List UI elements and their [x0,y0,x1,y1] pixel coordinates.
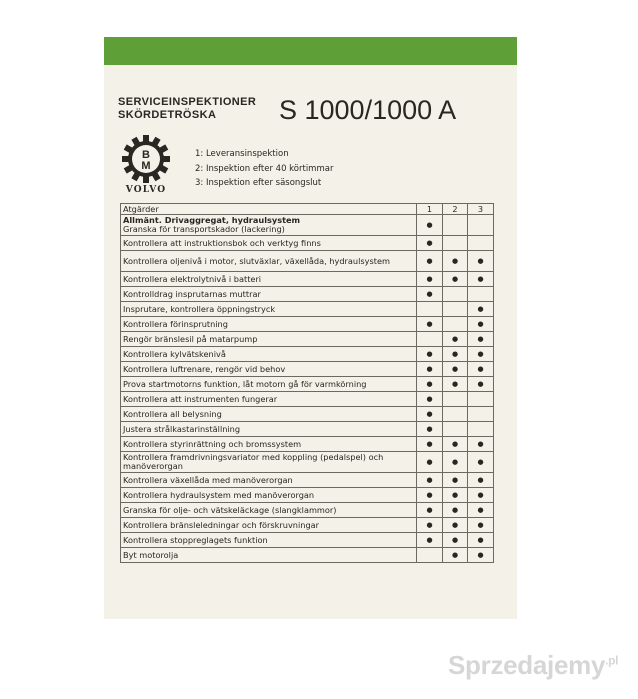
mark-cell-2 [443,533,468,548]
task-cell [121,533,417,548]
mark-cell-2 [443,362,468,377]
task-cell [121,548,417,563]
task-column-header: Atgärder [121,204,417,215]
mark-cell-1 [417,518,443,533]
mark-cell-3 [468,473,494,488]
task-text: Kontrollera stoppreglagets funktion [123,534,268,545]
dot-icon: ● [451,257,459,265]
mark-cell-3 [468,251,494,272]
sheet-title [118,96,268,122]
dot-icon: ● [426,320,433,328]
table-row [121,377,494,392]
dot-icon: ● [451,458,459,466]
task-cell [121,317,417,332]
group-heading: Allmänt. Drivaggregat, hydraulsystem [123,215,301,225]
legend-item: 3: Inspektion efter säsongslut [195,178,322,188]
dot-icon: ● [426,221,433,229]
dot-icon: ● [477,320,484,328]
green-header-band [104,37,517,65]
mark-cell-2 [443,251,468,272]
mark-cell-1 [417,488,443,503]
task-text: Granska för transportskador (lackering) [123,224,285,234]
mark-cell-3 [468,347,494,362]
task-cell [121,362,417,377]
mark-cell-1 [417,302,443,317]
mark-cell-1 [417,407,443,422]
dot-icon: ● [451,521,459,529]
mark-cell-3 [468,302,494,317]
mark-cell-1 [417,392,443,407]
dot-icon: ● [477,380,484,388]
mark-cell-2 [443,332,468,347]
dot-icon: ● [426,521,433,529]
mark-cell-2 [443,272,468,287]
task-cell [121,518,417,533]
table-row [121,437,494,452]
dot-icon: ● [426,491,433,499]
task-cell [121,332,417,347]
mark-cell-1 [417,473,443,488]
mark-cell-1 [417,362,443,377]
task-text: Kontrollera att instrumenten fungerar [123,393,278,404]
task-text: Kontrollera hydraulsystem med manöverorgan [123,489,315,500]
column-header-3: 3 [468,204,494,215]
task-cell [121,377,417,392]
mark-cell-2 [443,548,468,563]
table-row [121,392,494,407]
mark-cell-1 [417,548,443,563]
dot-icon: ● [426,350,433,358]
dot-icon: ● [477,491,484,499]
task-cell [121,236,417,251]
dot-icon: ● [477,551,484,559]
mark-cell-2 [443,422,468,437]
watermark-suffix: .pl [605,653,619,668]
mark-cell-2 [443,437,468,452]
mark-cell-1 [417,332,443,347]
mark-cell-1 [417,347,443,362]
task-cell [121,452,417,473]
table-row [121,533,494,548]
mark-cell-2 [443,347,468,362]
table-row [121,503,494,518]
mark-cell-3 [468,215,494,236]
task-text: Kontrollera styrinrättning och bromssystem [123,438,302,449]
table-body [121,215,494,563]
mark-cell-2 [443,407,468,422]
mark-cell-1 [417,215,443,236]
title-line-2: SKÖRDETRÖSKA [118,109,217,121]
mark-cell-3 [468,437,494,452]
task-text: Kontrollera framdrivningsvariator med koppling (pedalspel) och manöverorgan [123,452,384,471]
task-text: Kontrollera all belysning [123,408,222,419]
mark-cell-1 [417,272,443,287]
mark-cell-2 [443,392,468,407]
task-cell [121,347,417,362]
dot-icon: ● [451,476,459,484]
mark-cell-1 [417,452,443,473]
task-text: Kontrolldrag insprutarnas muttrar [123,288,261,299]
mark-cell-1 [417,533,443,548]
mark-cell-2 [443,236,468,251]
mark-cell-2 [443,317,468,332]
task-cell [121,251,417,272]
site-watermark [448,650,618,681]
mark-cell-1 [417,317,443,332]
task-text: Kontrollera att instruktionsbok och verktyg finns [123,237,321,248]
task-text: Kontrollera oljenivå i motor, slutväxlar, växellåda, hydraulsystem [123,255,390,266]
table-row [121,407,494,422]
dot-icon: ● [451,491,459,499]
mark-cell-3 [468,548,494,563]
service-sheet [104,37,517,619]
title-line-1: SERVICEINSPEKTIONER [118,96,257,108]
model-designation: S 1000/1000 A [279,95,457,125]
bm-volvo-logo [118,133,174,199]
dot-icon: ● [477,350,484,358]
mark-cell-3 [468,317,494,332]
legend-item: 1: Leveransinspektion [195,149,289,159]
dot-icon: ● [477,335,484,343]
table-row [121,347,494,362]
table-row [121,362,494,377]
gear-icon [118,133,174,185]
dot-icon: ● [477,476,484,484]
dot-icon: ● [426,395,433,403]
watermark-text: Sprzedajemy [448,650,606,680]
mark-cell-3 [468,236,494,251]
dot-icon: ● [426,536,433,544]
dot-icon: ● [451,275,459,283]
dot-icon: ● [426,365,433,373]
dot-icon: ● [426,290,433,298]
mark-cell-2 [443,215,468,236]
dot-icon: ● [426,506,433,514]
dot-icon: ● [426,476,433,484]
dot-icon: ● [451,365,459,373]
dot-icon: ● [426,440,433,448]
dot-icon: ● [451,536,459,544]
mark-cell-1 [417,251,443,272]
table-row [121,302,494,317]
dot-icon: ● [426,458,433,466]
mark-cell-2 [443,377,468,392]
dot-icon: ● [477,458,484,466]
dot-icon: ● [477,506,484,514]
dot-icon: ● [451,506,459,514]
task-cell [121,473,417,488]
mark-cell-3 [468,377,494,392]
table-row [121,287,494,302]
dot-icon: ● [477,305,484,313]
task-cell [121,215,417,236]
task-text: Rengör bränslesil på matarpump [123,333,258,344]
table-row [121,488,494,503]
table-row [121,215,494,236]
table-row [121,272,494,287]
mark-cell-3 [468,332,494,347]
mark-cell-2 [443,287,468,302]
dot-icon: ● [451,350,459,358]
mark-cell-3 [468,518,494,533]
mark-cell-1 [417,287,443,302]
mark-cell-1 [417,437,443,452]
column-header-2: 2 [443,204,468,215]
dot-icon: ● [477,365,484,373]
table-row [121,452,494,473]
dot-icon: ● [426,410,433,418]
task-cell [121,272,417,287]
dot-icon: ● [426,257,433,265]
mark-cell-1 [417,422,443,437]
mark-cell-3 [468,272,494,287]
table-row [121,422,494,437]
task-cell [121,407,417,422]
mark-cell-2 [443,473,468,488]
mark-cell-2 [443,488,468,503]
logo-letter-b: B [142,149,150,161]
task-cell [121,392,417,407]
table-header-row [121,204,494,215]
task-text: Insprutare, kontrollera öppningstryck [123,303,276,314]
task-cell [121,488,417,503]
column-header-1: 1 [417,204,443,215]
table-row [121,251,494,272]
task-text: Prova startmotorns funktion, låt motorn gå för varmkörning [123,378,367,389]
mark-cell-3 [468,452,494,473]
task-cell [121,287,417,302]
mark-cell-3 [468,362,494,377]
task-text: Kontrollera luftrenare, rengör vid behov [123,363,286,374]
task-text: Justera strålkastarinställning [123,423,241,434]
mark-cell-2 [443,452,468,473]
mark-cell-2 [443,518,468,533]
legend-item: 2: Inspektion efter 40 körtimmar [195,163,334,174]
task-text: Kontrollera kylvätskenivå [123,348,226,359]
mark-cell-3 [468,533,494,548]
inspection-table [120,203,494,563]
table-row [121,548,494,563]
dot-icon: ● [451,380,459,388]
mark-cell-3 [468,422,494,437]
dot-icon: ● [426,425,433,433]
table-row [121,518,494,533]
dot-icon: ● [451,335,459,343]
task-cell [121,437,417,452]
task-text: Kontrollera bränsleledningar och förskruvningar [123,519,320,530]
mark-cell-1 [417,503,443,518]
dot-icon: ● [477,536,484,544]
dot-icon: ● [426,239,433,247]
task-cell [121,302,417,317]
dot-icon: ● [451,551,459,559]
mark-cell-2 [443,302,468,317]
task-text: Kontrollera förinsprutning [123,318,228,329]
dot-icon: ● [477,275,484,283]
dot-icon: ● [477,257,484,265]
table-row [121,236,494,251]
dot-icon: ● [426,275,433,283]
mark-cell-3 [468,407,494,422]
table-row [121,332,494,347]
mark-cell-2 [443,503,468,518]
inspection-legend [195,147,333,191]
dot-icon: ● [477,440,484,448]
dot-icon: ● [451,440,459,448]
mark-cell-3 [468,488,494,503]
dot-icon: ● [477,521,484,529]
task-text: Granska för olje- och vätskeläckage (slangklammor) [123,504,337,515]
logo-letter-m: M [141,160,151,172]
task-cell [121,503,417,518]
task-cell [121,422,417,437]
mark-cell-1 [417,377,443,392]
logo-brand-name: VOLVO [125,185,167,195]
task-text: Byt motorolja [123,549,179,560]
mark-cell-3 [468,287,494,302]
mark-cell-1 [417,236,443,251]
table-row [121,317,494,332]
task-text: Kontrollera elektrolytnivå i batteri [123,273,262,284]
dot-icon: ● [426,380,433,388]
mark-cell-3 [468,392,494,407]
task-text: Kontrollera växellåda med manöverorgan [123,474,293,485]
table-row [121,473,494,488]
mark-cell-3 [468,503,494,518]
